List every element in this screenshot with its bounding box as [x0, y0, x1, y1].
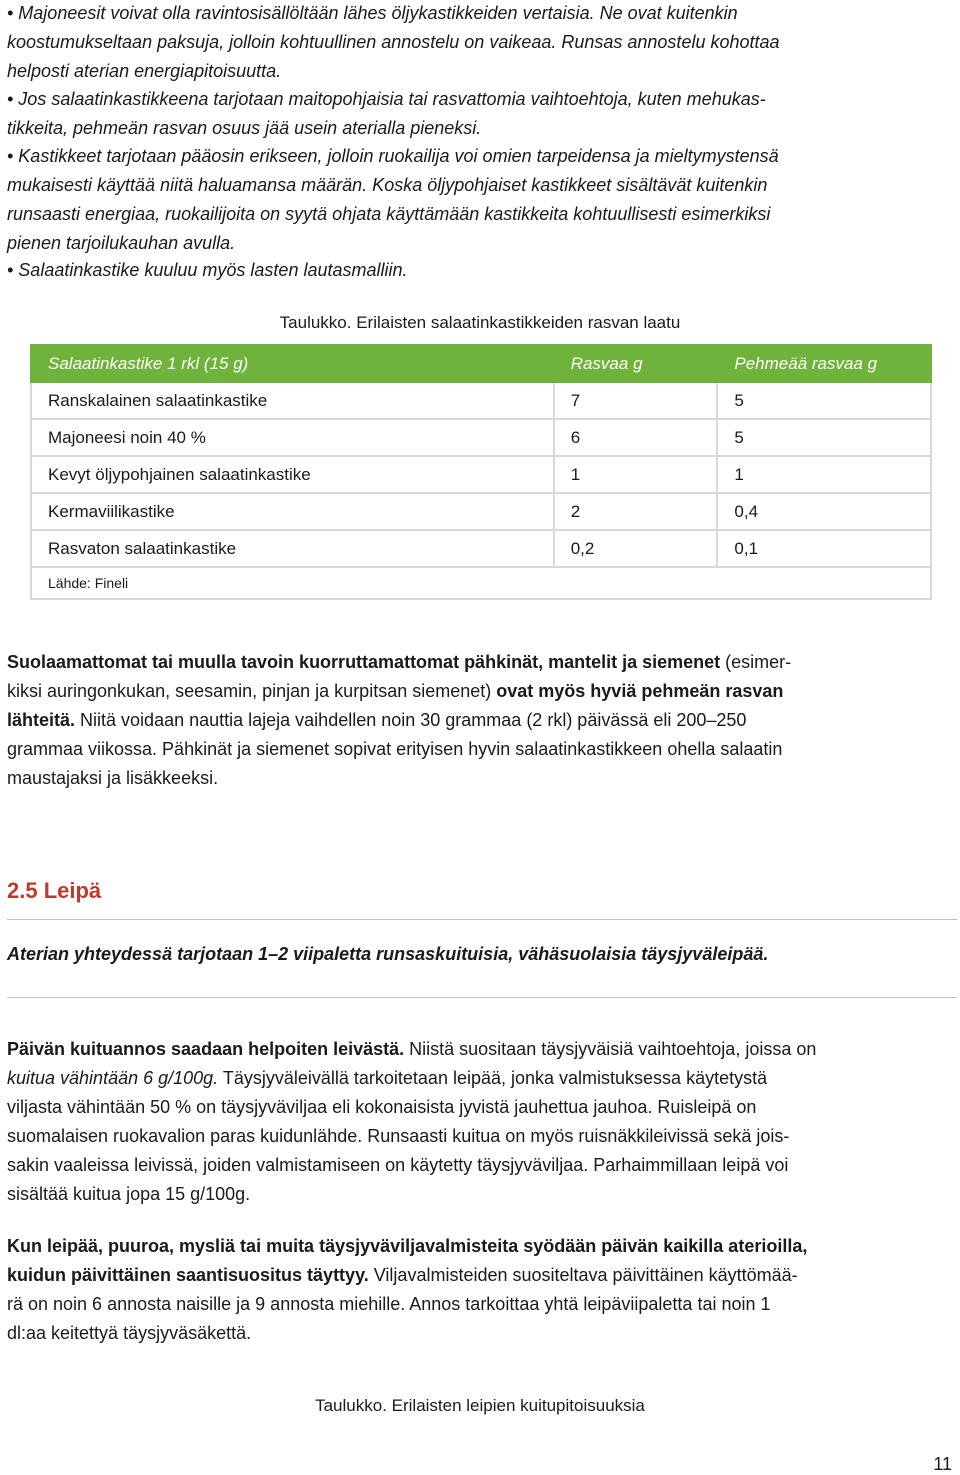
text-line: runsaasti energiaa, ruokailijoita on syytä ohjata käyttämään kastikkeita kohtuullisesti esimerkiksi [7, 204, 771, 224]
text-line: • Salaatinkastike kuuluu myös lasten lautasmalliin. [7, 260, 408, 280]
text-line: maustajaksi ja lisäkkeeksi. [7, 768, 219, 788]
table-cell: Kermaviilikastike [31, 493, 554, 530]
bold-text: kuidun päivittäinen saantisuositus täyttyy. [7, 1265, 369, 1285]
section-lead: Aterian yhteydessä tarjotaan 1–2 viipaletta runsaskuituisia, vähäsuolaisia täysjyväleipää. [7, 944, 769, 964]
fat-quality-table [30, 344, 932, 600]
bullet-kastikkeet [7, 142, 779, 258]
text: Niistä suositaan täysjyväisiä vaihtoehtoja, joissa on [404, 1039, 817, 1059]
heading-rule [7, 919, 957, 920]
table-cell: 0,4 [717, 493, 931, 530]
bullet-maitopohjaiset [7, 85, 766, 143]
table-cell: 0,1 [717, 530, 931, 567]
column-header: Salaatinkastike 1 rkl (15 g) [31, 345, 554, 382]
table-cell: 7 [554, 382, 718, 419]
text-line: • Majoneesit voivat olla ravintosisällöltään lähes öljykastikkeiden vertaisia. Ne ovat kuitenkin [7, 3, 738, 23]
text-line: sisältää kuitua jopa 15 g/100g. [7, 1184, 251, 1204]
table-row [31, 493, 931, 530]
text-line: • Jos salaatinkastikkeena tarjotaan maitopohjaisia tai rasvattomia vaihtoehtoja, kuten mehukas- [7, 89, 766, 109]
text: Viljavalmisteiden suositeltava päivittäinen käyttömää- [368, 1265, 798, 1285]
bullet-majoneesit [7, 0, 780, 86]
column-header: Pehmeää rasvaa g [717, 345, 931, 382]
table1-caption: Taulukko. Erilaisten salaatinkastikkeiden rasvan laatu [279, 313, 681, 332]
table-cell: 1 [717, 456, 931, 493]
table2-caption: Taulukko. Erilaisten leipien kuitupitoisuuksia [315, 1396, 645, 1415]
text-line: dl:aa keitettyä täysjyväsäkettä. [7, 1323, 252, 1343]
table-cell: 1 [554, 456, 718, 493]
text: (esimer- [720, 652, 792, 672]
table-row [31, 456, 931, 493]
table-cell: 5 [717, 382, 931, 419]
table-row [31, 382, 931, 419]
paragraph-daily-intake [7, 1232, 807, 1348]
table-cell: 2 [554, 493, 718, 530]
paragraph-fibre [7, 1035, 816, 1209]
bullet-lasten-lautasmalli [7, 256, 408, 285]
text-line: suomalaisen ruokavalion paras kuidunlähde. Runsaasti kuitua on myös ruisnäkkileivissä sekä jois- [7, 1126, 790, 1146]
table-cell: 5 [717, 419, 931, 456]
bold-text: Päivän kuituannos saadaan helpoiten leivästä. [7, 1039, 405, 1059]
italic-text: kuitua vähintään 6 g/100g. [7, 1068, 219, 1088]
table-cell: Ranskalainen salaatinkastike [31, 382, 554, 419]
lead-rule [7, 997, 957, 998]
text-line: grammaa viikossa. Pähkinät ja siemenet sopivat erityisen hyvin salaatinkastikkeen ohella salaatin [7, 739, 783, 759]
table-source: Lähde: Fineli [31, 567, 931, 599]
table-row [31, 419, 931, 456]
text-line: tikkeita, pehmeän rasvan osuus jää usein aterialla pieneksi. [7, 118, 482, 138]
text-line: viljasta vähintään 50 % on täysjyväviljaa eli kokonaisista jyvistä jauhettua jauhoa. Ruisleipä on [7, 1097, 757, 1117]
text: Täysjyväleivällä tarkoitetaan leipää, jonka valmistuksessa käytetystä [218, 1068, 768, 1088]
bold-text: Suolaamattomat tai muulla tavoin kuorruttamattomat pähkinät, mantelit ja siemenet [7, 652, 721, 672]
text-line: sakin vaaleissa leivissä, joiden valmistamiseen on käytetty täysjyväviljaa. Parhaimmillaan leipä voi [7, 1155, 789, 1175]
page-number: 11 [933, 1454, 952, 1474]
bold-text: Kun leipää, puuroa, mysliä tai muita täysjyväviljavalmisteita syödään päivän kaikilla aterioilla, [7, 1236, 808, 1256]
table-source-row [31, 567, 931, 599]
bold-text: ovat myös hyviä pehmeän rasvan [496, 681, 784, 701]
column-header: Rasvaa g [554, 345, 718, 382]
text-line: • Kastikkeet tarjotaan pääosin erikseen, jolloin ruokailija voi omien tarpeidensa ja mieltymystensä [7, 146, 779, 166]
text-line: helposti aterian energiapitoisuutta. [7, 61, 282, 81]
table-cell: Rasvaton salaatinkastike [31, 530, 554, 567]
bold-text: lähteitä. [7, 710, 76, 730]
text-line: rä on noin 6 annosta naisille ja 9 annosta miehille. Annos tarkoittaa yhtä leipäviipaletta tai noin 1 [7, 1294, 771, 1314]
table-cell: Majoneesi noin 40 % [31, 419, 554, 456]
paragraph-nuts-seeds [7, 648, 791, 793]
table-cell: 6 [554, 419, 718, 456]
text: kiksi auringonkukan, seesamin, pinjan ja kurpitsan siemenet) [7, 681, 497, 701]
text-line: koostumukseltaan paksuja, jolloin kohtuullinen annostelu on vaikeaa. Runsas annostelu kohottaa [7, 32, 780, 52]
table-cell: Kevyt öljypohjainen salaatinkastike [31, 456, 554, 493]
section-heading: 2.5 Leipä [7, 878, 102, 903]
table-row [31, 530, 931, 567]
text-line: pienen tarjoilukauhan avulla. [7, 233, 236, 253]
table-header-row [31, 345, 931, 382]
text: Niitä voidaan nauttia lajeja vaihdellen noin 30 grammaa (2 rkl) päivässä eli 200–250 [75, 710, 747, 730]
table-cell: 0,2 [554, 530, 718, 567]
text-line: mukaisesti käyttää niitä haluamansa määrän. Koska öljypohjaiset kastikkeet sisältävät kuitenkin [7, 175, 768, 195]
